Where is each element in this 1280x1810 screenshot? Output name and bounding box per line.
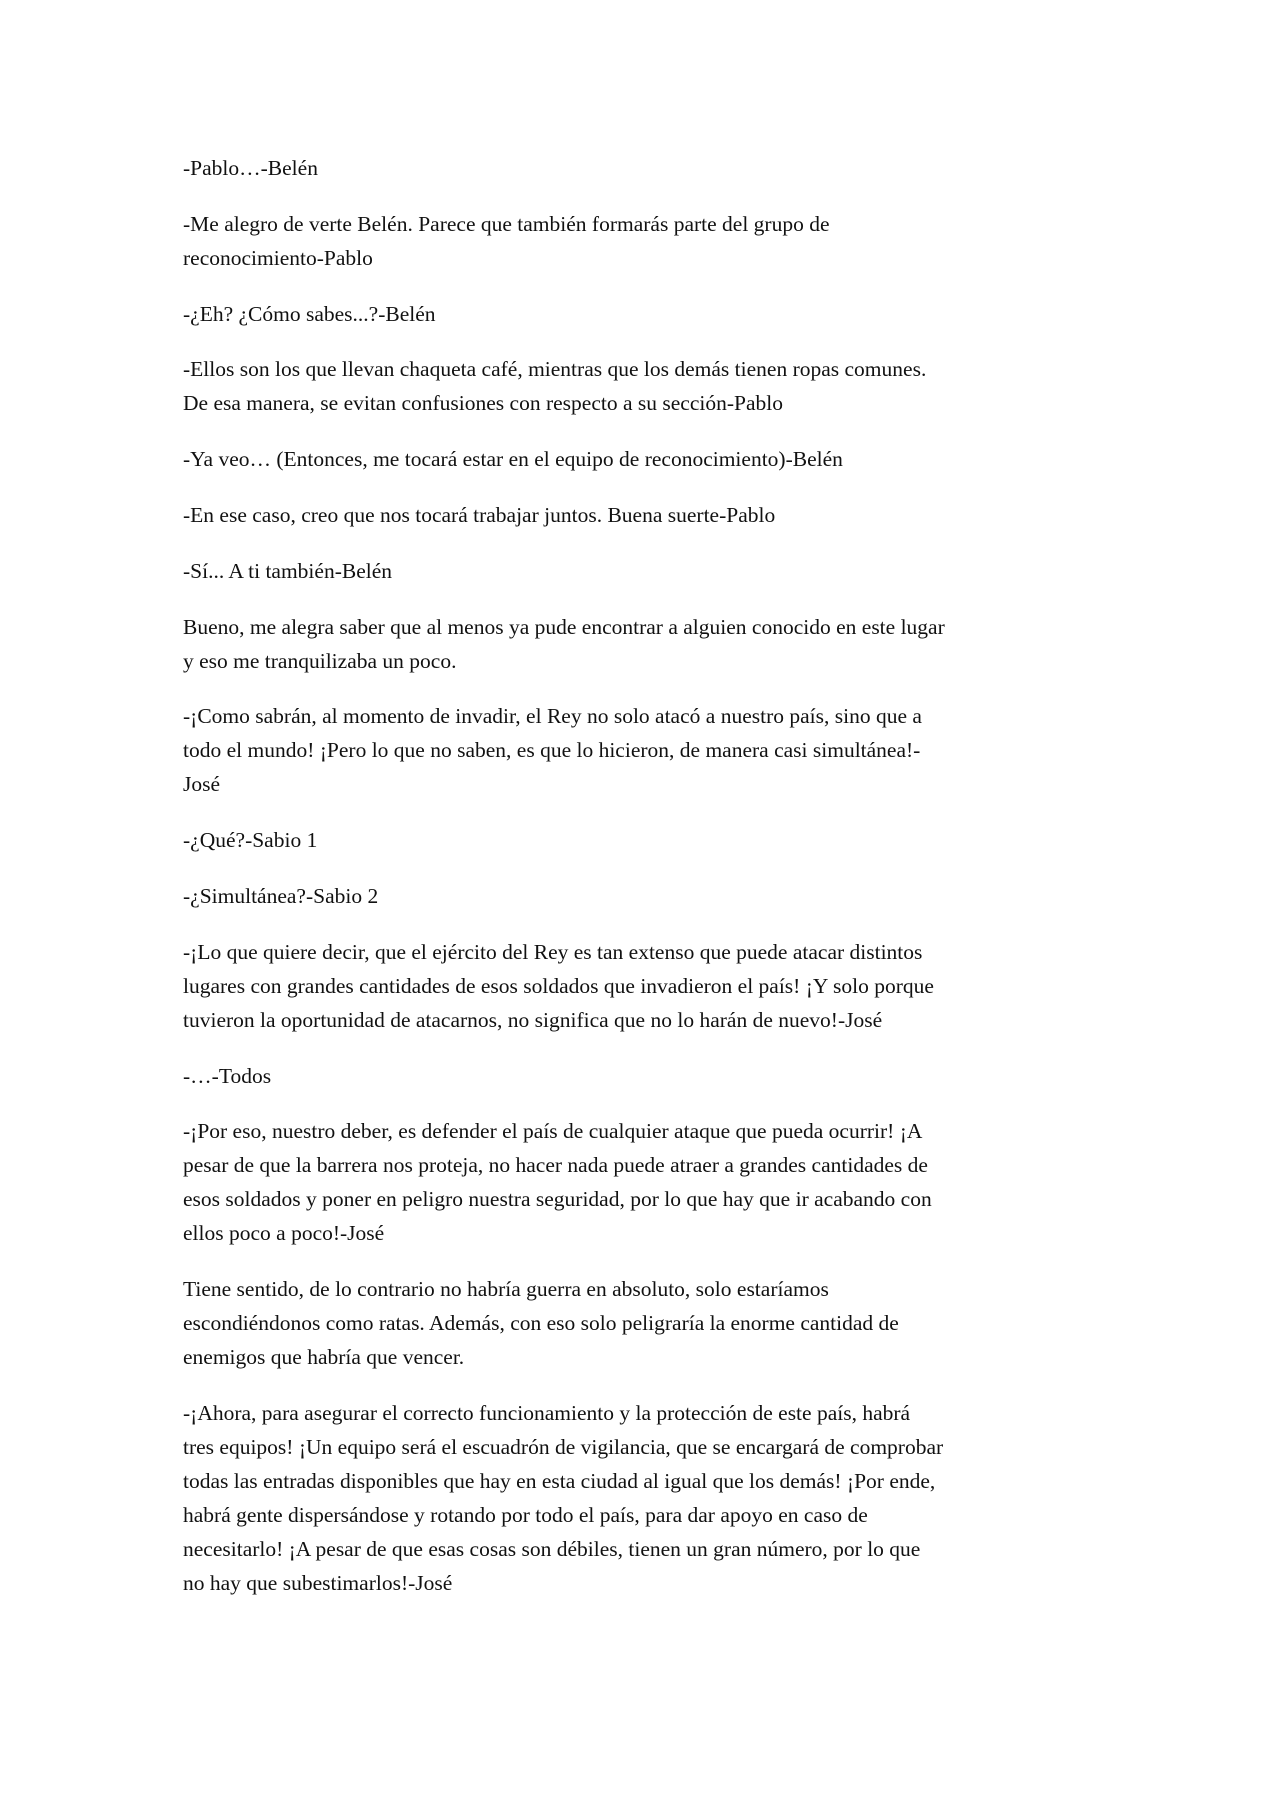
paragraph-dialogue <box>183 1059 1123 1093</box>
paragraph-dialogue <box>183 554 1123 588</box>
paragraph-dialogue <box>183 442 1123 476</box>
paragraph-dialogue <box>183 297 1123 331</box>
text-line: habrá gente dispersándose y rotando por todo el país, para dar apoyo en caso de <box>183 1502 868 1527</box>
text-line: -Sí... A ti también-Belén <box>183 558 393 583</box>
text-line: reconocimiento-Pablo <box>183 245 373 270</box>
text-line: tres equipos! ¡Un equipo será el escuadrón de vigilancia, que se encargará de comprobar <box>183 1434 944 1459</box>
text-line: -¡Por eso, nuestro deber, es defender el país de cualquier ataque que pueda ocurrir! ¡A <box>183 1119 923 1144</box>
text-line: -En ese caso, creo que nos tocará trabajar juntos. Buena suerte-Pablo <box>183 502 776 527</box>
text-line: pesar de que la barrera nos proteja, no hacer nada puede atraer a grandes cantidades de <box>183 1153 928 1178</box>
document-body <box>183 151 1123 1622</box>
text-line: -Ellos son los que llevan chaqueta café, mientras que los demás tienen ropas comunes. <box>183 357 927 382</box>
text-line: -¡Ahora, para asegurar el correcto funcionamiento y la protección de este país, habrá <box>183 1400 911 1425</box>
text-line: De esa manera, se evitan confusiones con respecto a su sección-Pablo <box>183 391 783 416</box>
text-line: Tiene sentido, de lo contrario no habría guerra en absoluto, solo estaríamos <box>183 1277 829 1302</box>
text-line: -Ya veo… (Entonces, me tocará estar en el equipo de reconocimiento)-Belén <box>183 447 843 472</box>
paragraph-dialogue <box>183 879 1123 913</box>
paragraph-dialogue <box>183 352 1123 420</box>
paragraph-narration <box>183 610 1123 678</box>
text-line: esos soldados y poner en peligro nuestra seguridad, por lo que hay que ir acabando con <box>183 1187 932 1212</box>
text-line: -¡Lo que quiere decir, que el ejército del Rey es tan extenso que puede atacar distintos <box>183 939 923 964</box>
paragraph-dialogue <box>183 823 1123 857</box>
paragraph-dialogue <box>183 1114 1123 1250</box>
paragraph-dialogue <box>183 699 1123 801</box>
text-line: todas las entradas disponibles que hay en esta ciudad al igual que los demás! ¡Por ende, <box>183 1468 936 1493</box>
text-line: Bueno, me alegra saber que al menos ya pude encontrar a alguien conocido en este lugar <box>183 614 945 639</box>
paragraph-dialogue <box>183 498 1123 532</box>
text-line: enemigos que habría que vencer. <box>183 1345 465 1370</box>
text-line: -¿Qué?-Sabio 1 <box>183 828 318 853</box>
text-line: -…-Todos <box>183 1063 272 1088</box>
paragraph-dialogue <box>183 1396 1123 1600</box>
text-line: necesitarlo! ¡A pesar de que esas cosas son débiles, tienen un gran número, por lo que <box>183 1536 921 1561</box>
text-line: -¿Eh? ¿Cómo sabes...?-Belén <box>183 301 436 326</box>
text-line: y eso me tranquilizaba un poco. <box>183 648 457 673</box>
text-line: -Pablo…-Belén <box>183 156 318 180</box>
text-line: todo el mundo! ¡Pero lo que no saben, es que lo hicieron, de manera casi simultánea!- <box>183 738 921 763</box>
text-line: -¡Como sabrán, al momento de invadir, el Rey no solo atacó a nuestro país, sino que a <box>183 704 922 729</box>
text-line: no hay que subestimarlos!-José <box>183 1570 453 1595</box>
text-line: José <box>183 772 221 797</box>
text-line: -¿Simultánea?-Sabio 2 <box>183 883 379 908</box>
paragraph-dialogue <box>183 151 1123 185</box>
paragraph-narration <box>183 1272 1123 1374</box>
text-line: lugares con grandes cantidades de esos soldados que invadieron el país! ¡Y solo porque <box>183 973 934 998</box>
paragraph-dialogue <box>183 935 1123 1037</box>
paragraph-dialogue <box>183 207 1123 275</box>
text-line: -Me alegro de verte Belén. Parece que también formarás parte del grupo de <box>183 211 830 236</box>
text-line: ellos poco a poco!-José <box>183 1221 385 1246</box>
text-line: escondiéndonos como ratas. Además, con eso solo peligraría la enorme cantidad de <box>183 1311 899 1336</box>
text-line: tuvieron la oportunidad de atacarnos, no significa que no lo harán de nuevo!-José <box>183 1007 883 1032</box>
